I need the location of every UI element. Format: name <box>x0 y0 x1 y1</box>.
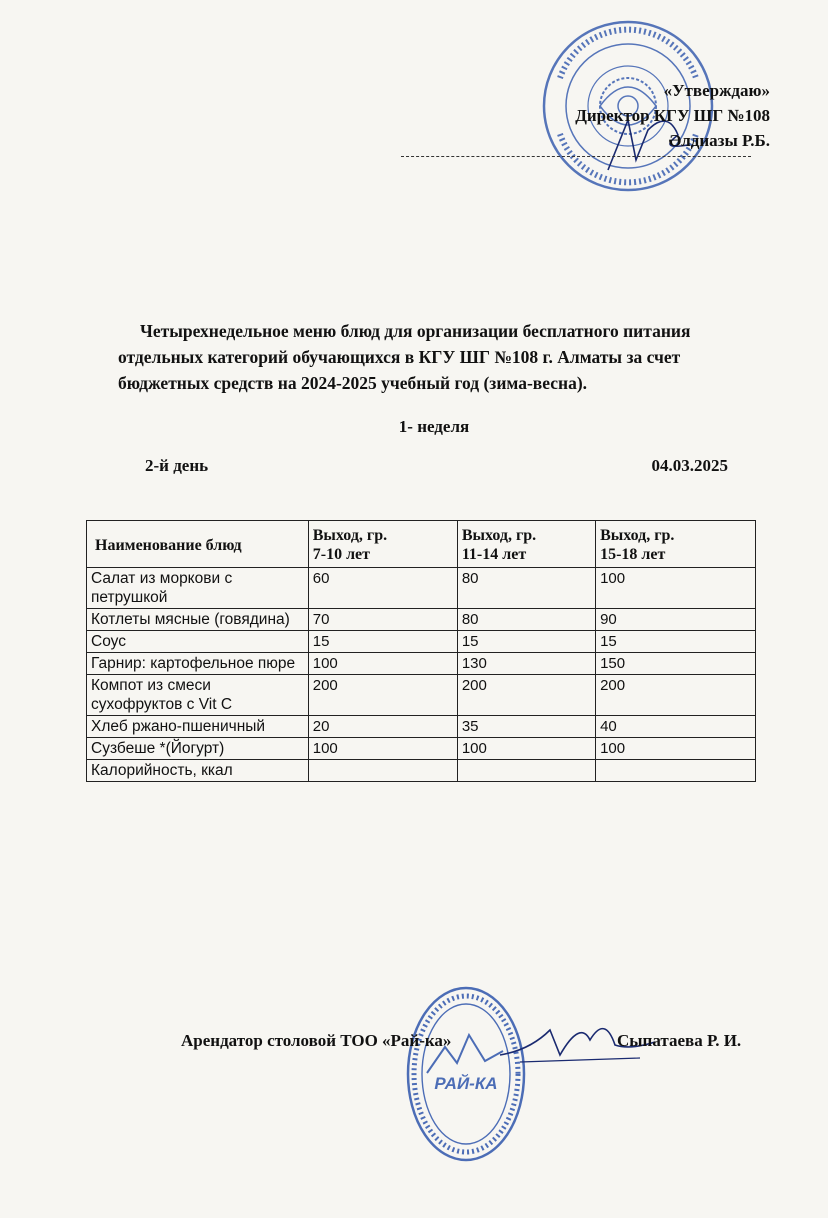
yield-7-10: 70 <box>308 609 457 631</box>
dish-name: Компот из смеси сухофруктов с Vit C <box>87 675 309 716</box>
table-row <box>87 716 756 738</box>
yield-7-10: 100 <box>308 738 457 760</box>
day-label: 2-й день <box>145 456 209 475</box>
menu-date: 04.03.2025 <box>651 456 728 475</box>
yield-7-10: 15 <box>308 631 457 653</box>
yield-15-18: 40 <box>596 716 756 738</box>
approval-director-name: Әлдиазы Р.Б. <box>668 131 770 150</box>
approval-block <box>575 78 770 153</box>
yield-7-10: 20 <box>308 716 457 738</box>
yield-15-18: 90 <box>596 609 756 631</box>
table-row <box>87 653 756 675</box>
stamp-brand-text: РАЙ-КА <box>434 1074 498 1093</box>
menu-table <box>86 520 756 782</box>
yield-11-14: 80 <box>457 568 595 609</box>
table-row <box>87 609 756 631</box>
yield-11-14 <box>457 760 595 782</box>
table-row <box>87 675 756 716</box>
yield-15-18: 200 <box>596 675 756 716</box>
yield-11-14: 80 <box>457 609 595 631</box>
table-row <box>87 738 756 760</box>
table-row <box>87 631 756 653</box>
header-yield-11-14: Выход, гр. 11-14 лет <box>457 521 595 568</box>
title-line-2: отдельных категорий обучающихся в КГУ ШГ №108 г. Алматы за счет <box>118 347 681 367</box>
document-title <box>118 318 758 396</box>
yield-15-18 <box>596 760 756 782</box>
yield-11-14: 35 <box>457 716 595 738</box>
tenant-label: Арендатор столовой ТОО «Рай-ка» <box>181 1031 452 1050</box>
dish-name: Котлеты мясные (говядина) <box>87 609 309 631</box>
yield-7-10: 60 <box>308 568 457 609</box>
yield-7-10: 100 <box>308 653 457 675</box>
yield-11-14: 100 <box>457 738 595 760</box>
yield-11-14: 130 <box>457 653 595 675</box>
yield-15-18: 15 <box>596 631 756 653</box>
yield-11-14: 200 <box>457 675 595 716</box>
header-dish-name: Наименование блюд <box>87 521 309 568</box>
yield-15-18: 100 <box>596 568 756 609</box>
header-yield-7-10: Выход, гр. 7-10 лет <box>308 521 457 568</box>
dish-name: Хлеб ржано-пшеничный <box>87 716 309 738</box>
yield-7-10: 200 <box>308 675 457 716</box>
title-line-3: бюджетных средств на 2024-2025 учебный год (зима-весна). <box>118 373 588 393</box>
tenant-representative: Сыпатаева Р. И. <box>617 1031 742 1050</box>
yield-15-18: 100 <box>596 738 756 760</box>
yield-7-10 <box>308 760 457 782</box>
table-row <box>87 568 756 609</box>
week-label: 1- неделя <box>398 417 470 436</box>
yield-11-14: 15 <box>457 631 595 653</box>
approval-position: Директор КГУ ШГ №108 <box>575 106 770 125</box>
header-yield-15-18: Выход, гр. 15-18 лет <box>596 521 756 568</box>
table-header-row <box>87 521 756 568</box>
yield-15-18: 150 <box>596 653 756 675</box>
title-line-1: Четырехнедельное меню блюд для организации бесплатного питания <box>140 321 691 341</box>
signature-line <box>401 156 751 157</box>
dish-name: Гарнир: картофельное пюре <box>87 653 309 675</box>
approval-heading: «Утверждаю» <box>663 81 770 100</box>
dish-name: Сузбеше *(Йогурт) <box>87 738 309 760</box>
dish-name: Салат из моркови с петрушкой <box>87 568 309 609</box>
dish-name: Соус <box>87 631 309 653</box>
calories-label: Калорийность, ккал <box>87 760 309 782</box>
table-row <box>87 760 756 782</box>
